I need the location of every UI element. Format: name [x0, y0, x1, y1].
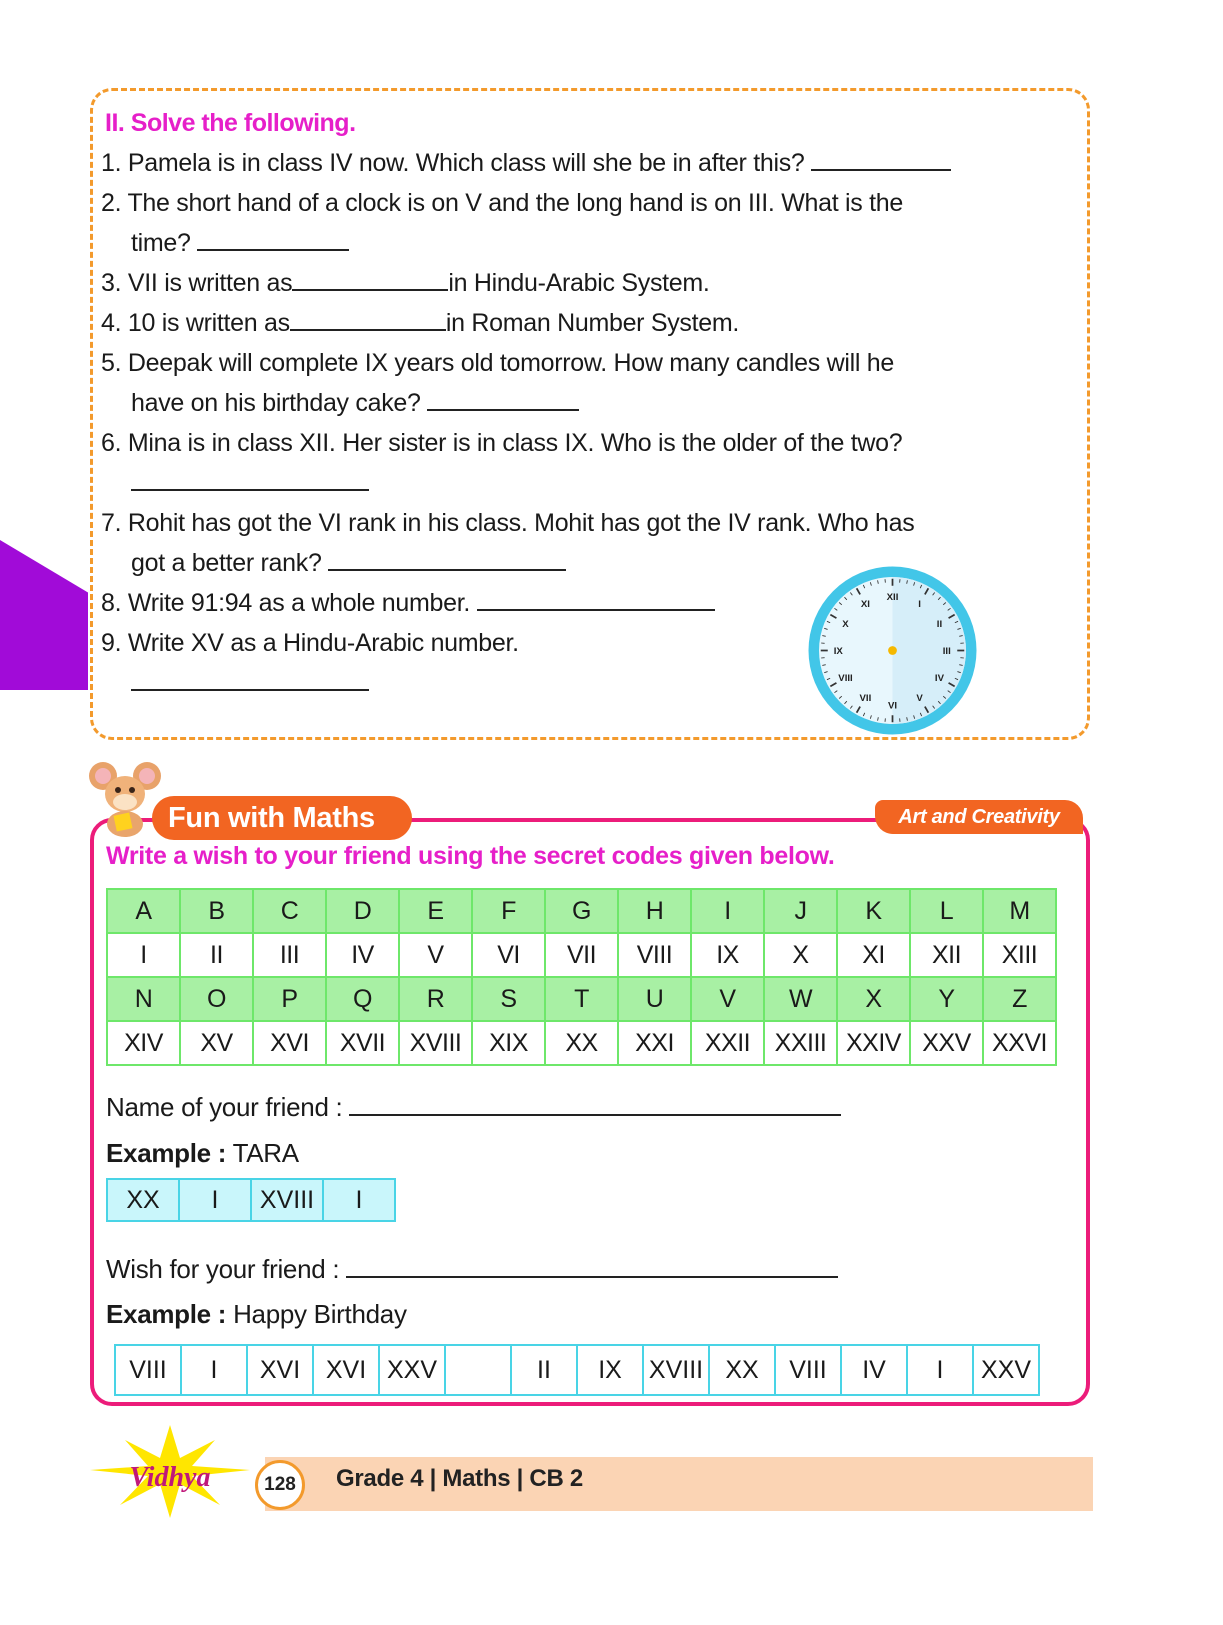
- answer-blank[interactable]: [131, 667, 369, 691]
- answer-blank[interactable]: [131, 467, 369, 491]
- clock-illustration: [805, 563, 980, 738]
- clock-numeral: XI: [860, 599, 870, 611]
- letter-cell: W: [764, 977, 837, 1021]
- answer-blank[interactable]: [811, 147, 951, 171]
- question-6-blank-line: [101, 463, 369, 503]
- example1-code-table: [106, 1178, 396, 1222]
- question-3: 3. VII is written as in Hindu-Arabic System.: [101, 269, 710, 297]
- roman-code-cell: VII: [545, 933, 618, 977]
- friend-wish-blank[interactable]: [346, 1254, 838, 1278]
- question-7: 7. Rohit has got the VI rank in his class. Mohit has got the IV rank. Who has: [101, 509, 915, 537]
- clock-numeral: V: [916, 692, 923, 704]
- question-6: 6. Mina is in class XII. Her sister is in class IX. Who is the older of the two?: [101, 429, 903, 457]
- letter-cell: F: [472, 889, 545, 933]
- fun-instruction: Write a wish to your friend using the secret codes given below.: [106, 842, 835, 870]
- side-ribbon: [0, 540, 88, 690]
- roman-code-cell: XIII: [983, 933, 1056, 977]
- vidhya-logo: [80, 1420, 260, 1520]
- answer-blank[interactable]: [328, 547, 566, 571]
- roman-code-cell: XXIV: [837, 1021, 910, 1065]
- fun-with-maths-tab: Fun with Maths: [152, 796, 412, 840]
- example2-code-cell: II: [511, 1345, 577, 1395]
- answer-blank[interactable]: [292, 267, 448, 291]
- example1-code-cell: I: [179, 1179, 251, 1221]
- letter-cell: J: [764, 889, 837, 933]
- letter-cell: B: [180, 889, 253, 933]
- art-creativity-tab: Art and Creativity: [875, 800, 1083, 834]
- footer-text: Grade 4 | Maths | CB 2: [336, 1465, 583, 1492]
- example2-code-cell: VIII: [115, 1345, 181, 1395]
- example1-code-cell: I: [323, 1179, 395, 1221]
- clock-numeral: VII: [859, 692, 872, 704]
- roman-code-cell: X: [764, 933, 837, 977]
- roman-code-cell: XI: [837, 933, 910, 977]
- answer-blank[interactable]: [197, 227, 349, 251]
- roman-code-cell: VIII: [618, 933, 691, 977]
- roman-code-cell: XVII: [326, 1021, 399, 1065]
- letter-cell: U: [618, 977, 691, 1021]
- roman-code-cell: II: [180, 933, 253, 977]
- answer-blank[interactable]: [477, 587, 715, 611]
- clock-numeral: X: [842, 618, 849, 630]
- letter-cell: E: [399, 889, 472, 933]
- example2-code-cell: XVIII: [643, 1345, 709, 1395]
- roman-code-cell: XX: [545, 1021, 618, 1065]
- letter-cell: V: [691, 977, 764, 1021]
- roman-code-cell: I: [107, 933, 180, 977]
- question-9-blank-line: [101, 663, 369, 703]
- letter-cell: C: [253, 889, 326, 933]
- question-2: 2. The short hand of a clock is on V and the long hand is on III. What is the: [101, 189, 903, 217]
- example2-code-cell: VIII: [775, 1345, 841, 1395]
- roman-code-cell: XXVI: [983, 1021, 1056, 1065]
- letter-cell: L: [910, 889, 983, 933]
- letter-cell: H: [618, 889, 691, 933]
- secret-code-table: [106, 888, 1057, 1066]
- question-9: 9. Write XV as a Hindu-Arabic number.: [101, 629, 519, 657]
- roman-code-cell: XVIII: [399, 1021, 472, 1065]
- clock-numeral: II: [936, 618, 943, 630]
- question-2-cont: time?: [101, 223, 349, 263]
- example2-code-table: [114, 1344, 1040, 1396]
- question-5-cont: have on his birthday cake?: [101, 383, 579, 423]
- clock-center: [888, 646, 897, 655]
- question-7-cont: got a better rank?: [101, 543, 566, 583]
- letter-cell: P: [253, 977, 326, 1021]
- answer-blank[interactable]: [427, 387, 579, 411]
- letter-cell: M: [983, 889, 1056, 933]
- roman-code-cell: XXIII: [764, 1021, 837, 1065]
- letter-cell: I: [691, 889, 764, 933]
- question-1: 1. Pamela is in class IV now. Which class will she be in after this?: [101, 143, 951, 183]
- letter-cell: Y: [910, 977, 983, 1021]
- example2-code-cell: IX: [577, 1345, 643, 1395]
- example2-code-cell: [445, 1345, 511, 1395]
- example2-code-cell: XXV: [379, 1345, 445, 1395]
- answer-blank[interactable]: [290, 307, 446, 331]
- roman-code-cell: IX: [691, 933, 764, 977]
- roman-code-cell: XVI: [253, 1021, 326, 1065]
- clock-numeral: IX: [833, 646, 843, 657]
- example2-row: Example : Happy Birthday: [106, 1299, 407, 1329]
- letter-cell: A: [107, 889, 180, 933]
- clock-numeral: I: [918, 599, 921, 611]
- letter-cell: X: [837, 977, 910, 1021]
- example2-code-cell: XXV: [973, 1345, 1039, 1395]
- solve-section: [90, 88, 1090, 740]
- clock-numeral: VI: [887, 700, 898, 712]
- friend-name-blank[interactable]: [349, 1092, 841, 1116]
- example1-row: Example : TARA: [106, 1138, 299, 1168]
- roman-code-cell: XV: [180, 1021, 253, 1065]
- letter-cell: R: [399, 977, 472, 1021]
- letter-cell: T: [545, 977, 618, 1021]
- roman-code-cell: IV: [326, 933, 399, 977]
- example1-code-cell: XX: [107, 1179, 179, 1221]
- svg-text:Vidhya: Vidhya: [129, 1462, 211, 1493]
- friend-name-row: Name of your friend :: [106, 1092, 841, 1123]
- example2-code-cell: I: [907, 1345, 973, 1395]
- roman-code-cell: XIX: [472, 1021, 545, 1065]
- roman-code-cell: XII: [910, 933, 983, 977]
- roman-code-cell: XXV: [910, 1021, 983, 1065]
- example2-code-cell: I: [181, 1345, 247, 1395]
- clock-numeral: IV: [934, 673, 945, 685]
- example2-code-cell: XVI: [313, 1345, 379, 1395]
- letter-cell: D: [326, 889, 399, 933]
- clock-numeral: XII: [886, 591, 899, 603]
- question-8: 8. Write 91:94 as a whole number.: [101, 583, 715, 623]
- letter-cell: K: [837, 889, 910, 933]
- roman-code-cell: III: [253, 933, 326, 977]
- letter-cell: O: [180, 977, 253, 1021]
- roman-code-cell: VI: [472, 933, 545, 977]
- letter-cell: G: [545, 889, 618, 933]
- clock-numeral: III: [942, 646, 951, 657]
- roman-code-cell: V: [399, 933, 472, 977]
- example2-code-cell: XX: [709, 1345, 775, 1395]
- example2-code-cell: XVI: [247, 1345, 313, 1395]
- example1-code-cell: XVIII: [251, 1179, 323, 1221]
- page-number: 128: [255, 1460, 305, 1510]
- question-5: 5. Deepak will complete IX years old tomorrow. How many candles will he: [101, 349, 894, 377]
- friend-wish-row: Wish for your friend :: [106, 1254, 838, 1285]
- letter-cell: N: [107, 977, 180, 1021]
- example2-code-cell: IV: [841, 1345, 907, 1395]
- letter-cell: Q: [326, 977, 399, 1021]
- roman-code-cell: XXII: [691, 1021, 764, 1065]
- roman-code-cell: XXI: [618, 1021, 691, 1065]
- clock-numeral: VIII: [838, 673, 853, 685]
- section-title: II. Solve the following.: [105, 109, 356, 137]
- question-4: 4. 10 is written as in Roman Number System.: [101, 309, 740, 337]
- letter-cell: Z: [983, 977, 1056, 1021]
- letter-cell: S: [472, 977, 545, 1021]
- roman-code-cell: XIV: [107, 1021, 180, 1065]
